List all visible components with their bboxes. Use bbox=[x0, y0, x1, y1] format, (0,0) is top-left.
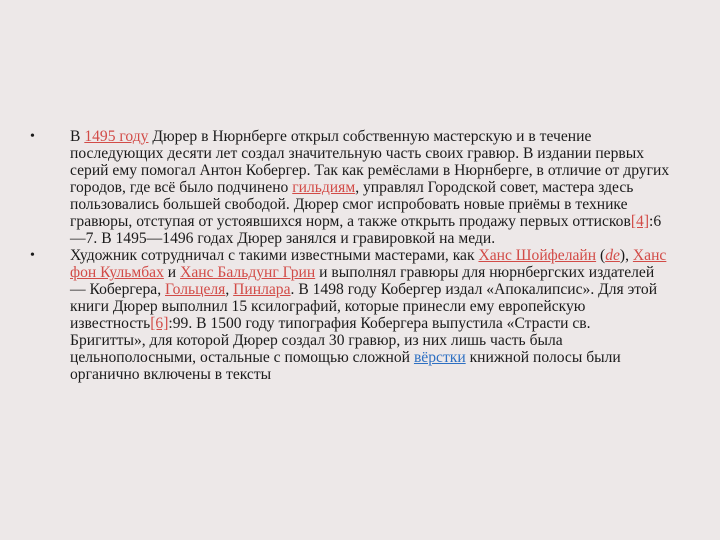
text-run: , управлял Городской совет, мастера здесь пользовались большей свободой. Дюрер смог испробовать новые приёмы в технике гравюры, отступая от устоявшихся норм, а также открыть продажу первых оттисков bbox=[70, 179, 634, 230]
inline-link[interactable]: гильдиям bbox=[292, 179, 356, 196]
text-run: . В 1498 году Кобергер издал «Апокалипсис». Для этой книги Дюрер выполнил 15 ксилографий, которые принесли ему европейскую известность bbox=[70, 281, 658, 332]
bullet-icon: • bbox=[30, 248, 35, 263]
text-run: В bbox=[70, 128, 85, 145]
paragraph-text bbox=[70, 247, 666, 383]
text-run: ( bbox=[596, 247, 606, 264]
text-run: Художник сотрудничал с такими известными мастерами, как bbox=[70, 247, 479, 264]
text-run: Дюрер в Нюрнберге открыл собственную мастерскую и в течение последующих десяти лет создал значительную часть своих гравюр. В издании первых серий ему помогал Антон Кобергер. Так как ремёслами в Нюрнберге, в отличие от других городов, где всё было подчинено bbox=[70, 128, 670, 196]
inline-link[interactable]: Ханс Бальдунг Грин bbox=[180, 264, 316, 281]
inline-link[interactable]: [6] bbox=[150, 315, 169, 332]
inline-link[interactable]: de bbox=[605, 247, 620, 264]
list-item bbox=[30, 128, 670, 247]
paragraph-text bbox=[70, 128, 669, 247]
text-run: :99. В 1500 году типография Кобергера выпустила «Страсти св. Бригитты», для которой Дюрер создал 30 гравюр, из них лишь часть была цельнополосными, остальные с помощью сложной bbox=[70, 315, 591, 366]
text-run: и bbox=[163, 264, 181, 281]
inline-link[interactable]: Пинлара bbox=[233, 281, 291, 298]
text-run: ), bbox=[619, 247, 633, 264]
text-run: книжной полосы были органично включены в тексты bbox=[70, 349, 621, 383]
text-run: и выполнял гравюры для нюрнбергских издателей — Кобергера, bbox=[70, 264, 655, 298]
list-item bbox=[30, 247, 670, 383]
inline-link[interactable]: 1495 году bbox=[84, 128, 149, 145]
text-run: , bbox=[225, 281, 234, 298]
inline-link[interactable]: [4] bbox=[630, 213, 650, 230]
inline-link[interactable]: Гольцеля bbox=[165, 281, 226, 298]
inline-link[interactable]: вёрстки bbox=[413, 349, 466, 366]
document-body bbox=[30, 128, 670, 383]
bullet-list bbox=[30, 128, 670, 383]
inline-link[interactable]: Ханс фон Кульмбах bbox=[70, 247, 667, 281]
text-run: :6—7. В 1495—1496 годах Дюрер занялся и гравировкой на меди. bbox=[70, 213, 662, 247]
bullet-icon: • bbox=[30, 129, 35, 144]
inline-link[interactable]: Ханс Шойфелайн bbox=[478, 247, 597, 264]
